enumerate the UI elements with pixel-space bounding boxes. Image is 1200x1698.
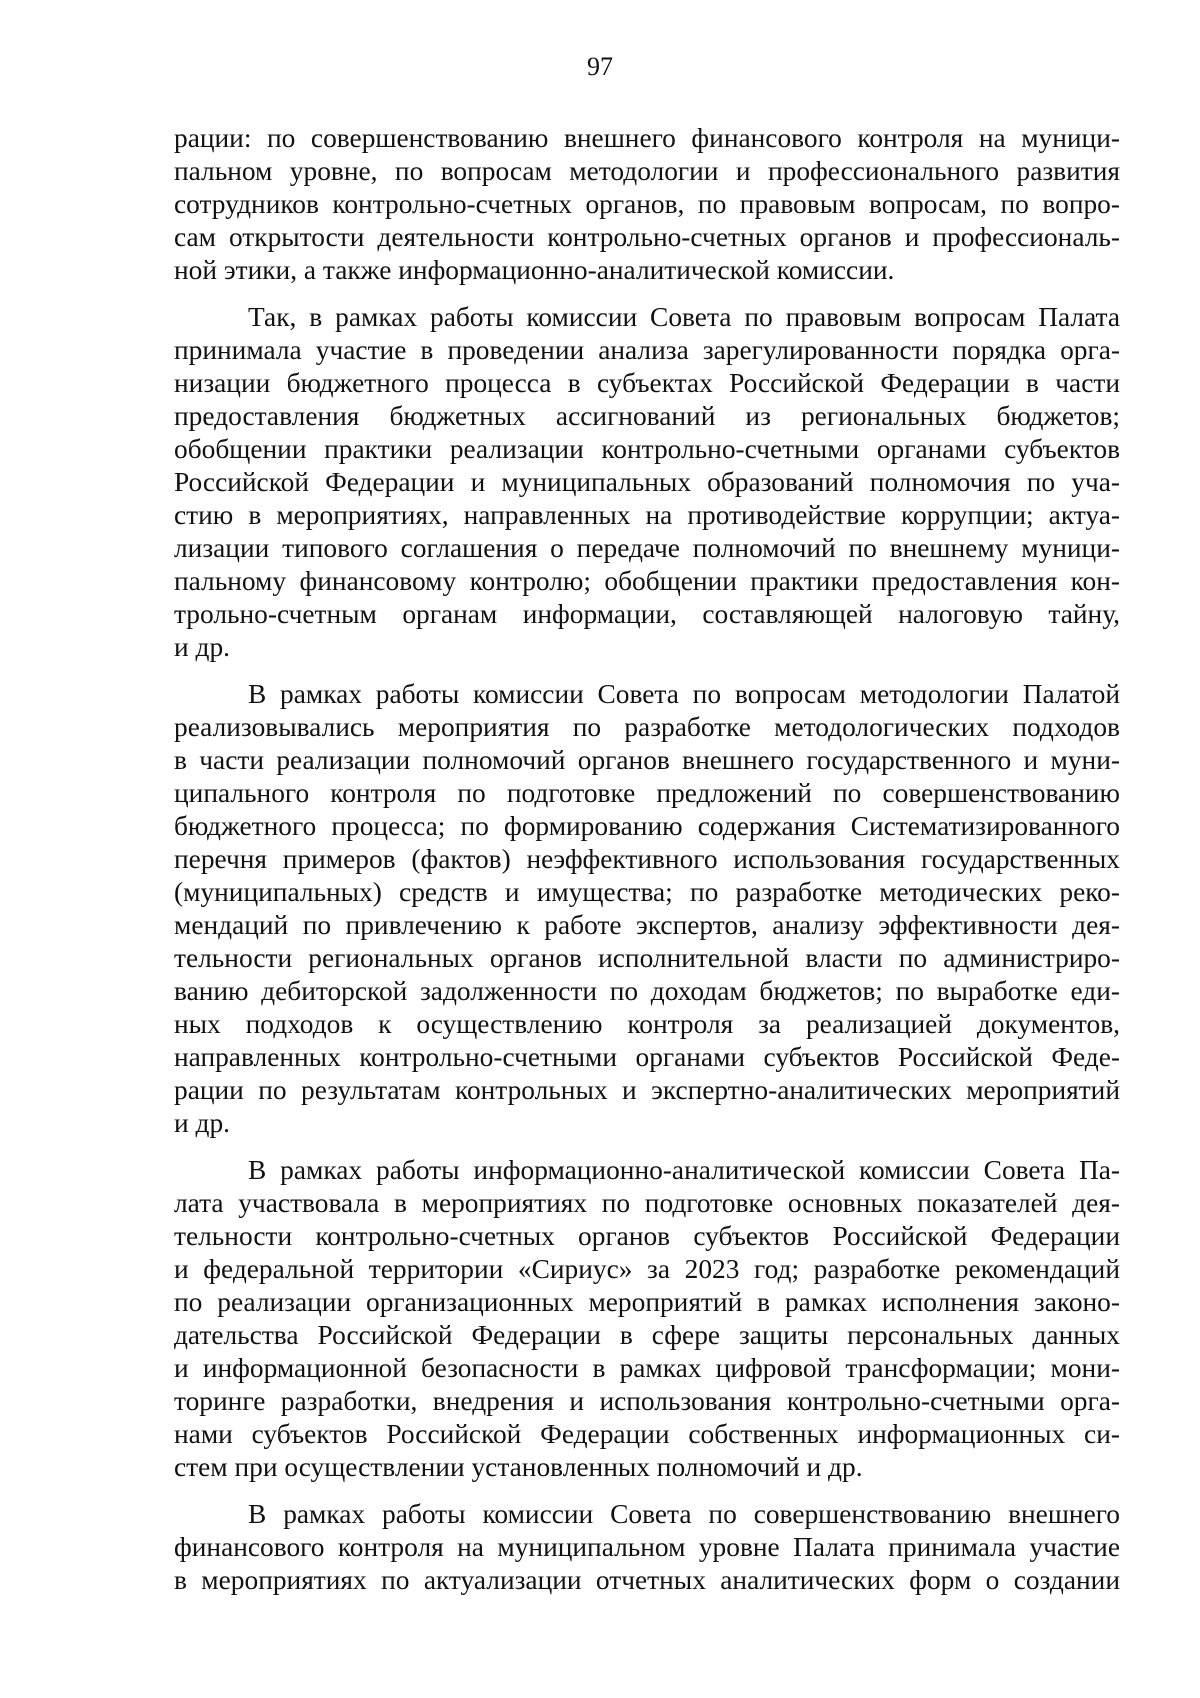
text-line: и информационной безопасности в рамках цифровой трансформации; мони- (174, 1353, 1120, 1383)
text-line: тельности региональных органов исполнительной власти по администриро- (174, 943, 1120, 973)
text-line: и др. (174, 632, 230, 662)
page-number: 97 (587, 52, 613, 81)
text-line: по реализации организационных мероприятий в рамках исполнения законо- (174, 1287, 1120, 1317)
paragraph-3 (174, 678, 1120, 1140)
text-line: ной этики, а также информационно-аналитической комиссии. (174, 255, 895, 285)
text-line: бюджетного процесса; по формированию содержания Систематизированного (174, 811, 1120, 841)
text-line: рации по результатам контрольных и экспертно-аналитических мероприятий (174, 1075, 1120, 1105)
text-line: и др. (174, 1108, 230, 1138)
text-line: мендаций по привлечению к работе экспертов, анализу эффективности дея- (174, 910, 1120, 940)
text-line: В рамках работы комиссии Совета по вопросам методологии Палатой (248, 679, 1120, 709)
text-line: и федеральной территории «Сириус» за 2023 год; разработке рекомендаций (174, 1254, 1120, 1284)
text-line: низации бюджетного процесса в субъектах Российской Федерации в части (174, 368, 1120, 398)
text-line: ципального контроля по подготовке предложений по совершенствованию (174, 778, 1120, 808)
text-line: В рамках работы информационно-аналитической комиссии Совета Па- (248, 1155, 1120, 1185)
text-line: ванию дебиторской задолженности по доходам бюджетов; по выработке еди- (174, 976, 1120, 1006)
text-line: финансового контроля на муниципальном уровне Палата принимала участие (174, 1532, 1120, 1562)
text-line: Российской Федерации и муниципальных образований полномочия по уча- (174, 467, 1120, 497)
text-line: Так, в рамках работы комиссии Совета по правовым вопросам Палата (248, 302, 1120, 332)
text-line: пальном уровне, по вопросам методологии и профессионального развития (174, 156, 1120, 186)
paragraph-2 (174, 301, 1120, 664)
text-line: лизации типового соглашения о передаче полномочий по внешнему муници- (174, 533, 1120, 563)
text-line: перечня примеров (фактов) неэффективного использования государственных (174, 844, 1120, 874)
text-line: предоставления бюджетных ассигнований из региональных бюджетов; (174, 401, 1120, 431)
text-line: пальному финансовому контролю; обобщении практики предоставления кон- (174, 566, 1120, 596)
text-line: сам открытости деятельности контрольно-счетных органов и профессиональ- (174, 222, 1120, 252)
text-line: (муниципальных) средств и имущества; по разработке методических реко- (174, 877, 1120, 907)
text-line: ных подходов к осуществлению контроля за реализацией документов, (174, 1009, 1120, 1039)
text-line: нами субъектов Российской Федерации собственных информационных си- (174, 1419, 1120, 1449)
text-line: реализовывались мероприятия по разработке методологических подходов (174, 712, 1120, 742)
text-line: В рамках работы комиссии Совета по совершенствованию внешнего (248, 1499, 1120, 1529)
text-line: стию в мероприятиях, направленных на противодействие коррупции; актуа- (174, 500, 1120, 530)
text-line: сотрудников контрольно-счетных органов, по правовым вопросам, по вопро- (174, 189, 1120, 219)
text-line: дательства Российской Федерации в сфере защиты персональных данных (174, 1320, 1120, 1350)
text-line: обобщении практики реализации контрольно-счетными органами субъектов (174, 434, 1120, 464)
body-text (174, 122, 1120, 1597)
text-line: трольно-счетным органам информации, составляющей налоговую тайну, (174, 599, 1120, 629)
text-line: направленных контрольно-счетными органами субъектов Российской Феде- (174, 1042, 1120, 1072)
paragraph-4 (174, 1154, 1120, 1484)
text-line: торинге разработки, внедрения и использования контрольно-счетными орга- (174, 1386, 1120, 1416)
paragraph-5 (174, 1498, 1120, 1597)
text-line: лата участвовала в мероприятиях по подготовке основных показателей дея- (174, 1188, 1120, 1218)
paragraph-1 (174, 122, 1120, 287)
text-line: тельности контрольно-счетных органов субъектов Российской Федерации (174, 1221, 1120, 1251)
text-line: принимала участие в проведении анализа зарегулированности порядка орга- (174, 335, 1120, 365)
text-line: в мероприятиях по актуализации отчетных аналитических форм о создании (174, 1565, 1120, 1595)
text-line: стем при осуществлении установленных полномочий и др. (174, 1452, 863, 1482)
text-line: рации: по совершенствованию внешнего финансового контроля на муници- (174, 123, 1120, 153)
text-line: в части реализации полномочий органов внешнего государственного и муни- (174, 745, 1120, 775)
